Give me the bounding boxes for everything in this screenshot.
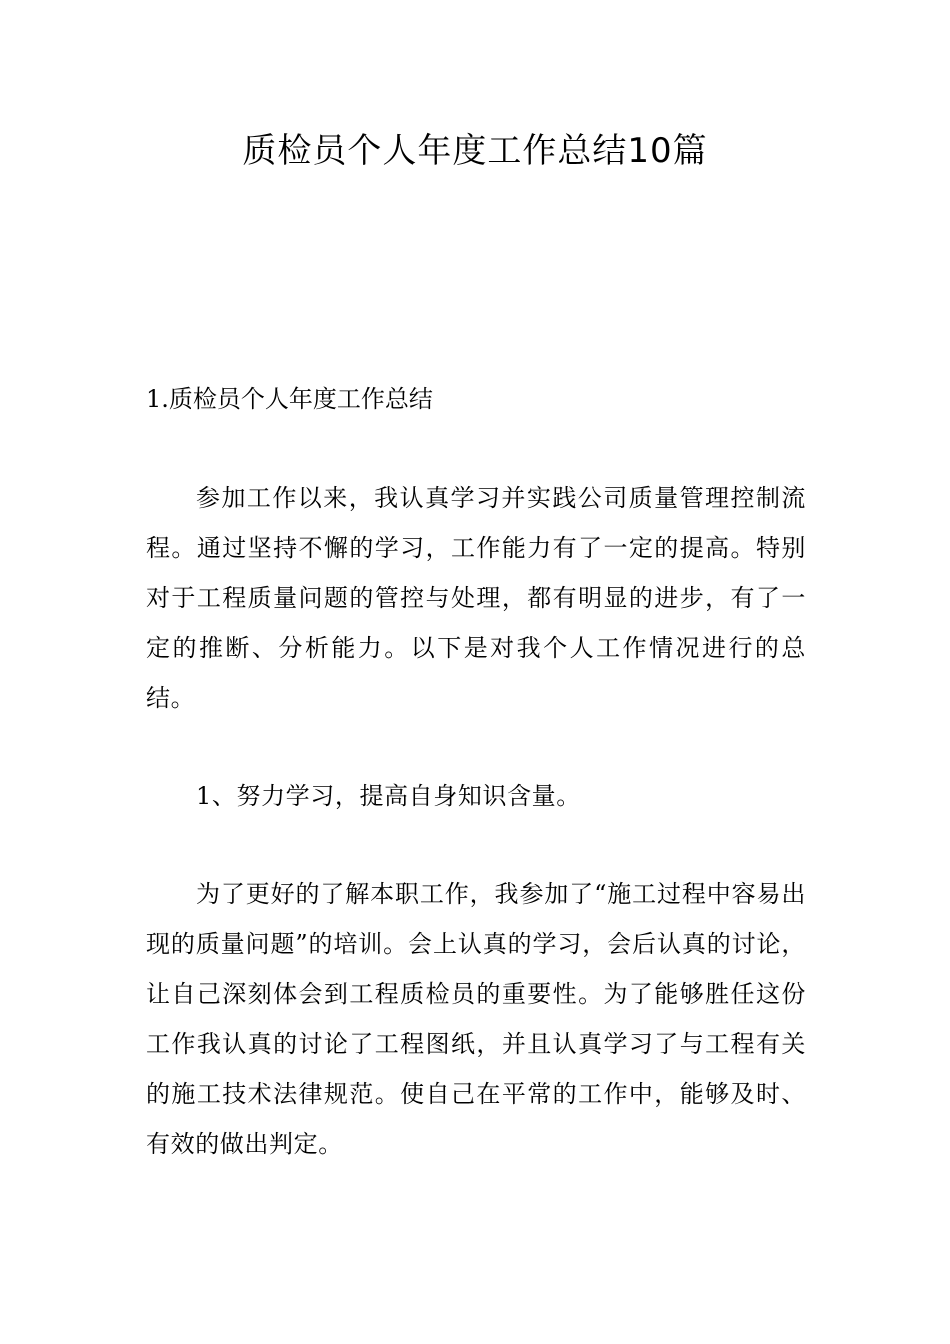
body-paragraph-training: 为了更好的了解本职工作，我参加了“施工过程中容易出现的质量问题”的培训。会上认真的学习，会后认真的讨论，让自己深刻体会到工程质检员的重要性。为了能够胜任这份工作我认真的讨论了工程图纸，并且认真学习了与工程有关的施工技术法律规范。使自己在平常的工作中，能够及时、有效的做出判定。 <box>146 880 806 1158</box>
section-heading: 1.质检员个人年度工作总结 <box>146 385 433 413</box>
body-paragraph-point-1: 1、努力学习，提高自身知识含量。 <box>196 782 581 810</box>
body-paragraph-intro: 参加工作以来，我认真学习并实践公司质量管理控制流程。通过坚持不懈的学习，工作能力有了一定的提高。特别对于工程质量问题的管控与处理，都有明显的进步，有了一定的推断、分析能力。以下是对我个人工作情况进行的总结。 <box>146 484 806 712</box>
document-title: 质检员个人年度工作总结10篇 <box>242 131 708 171</box>
